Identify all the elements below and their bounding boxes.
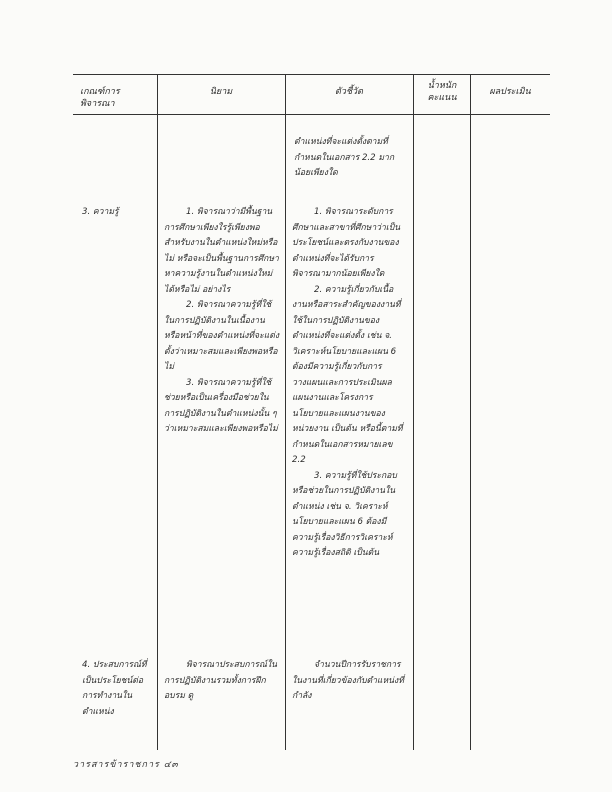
column-divider-2 <box>285 74 286 750</box>
table-top-rule <box>73 74 550 75</box>
row2-criteria: 4. ประสบการณ์ที่เป็นประโยชน์ต่อการทำงานในตำแหน่ง <box>82 660 147 717</box>
row1-definition <box>164 205 280 438</box>
row1-indicator-item-3: 3. ความรู้ที่ใช้ประกอบ หรือช่วยในการปฏิบัติงานในตำแหน่ง เช่น จ. วิเคราะห์นโยบายและแผน 6 ต้องมีความรู้เรื่องวิธีการวิเคราะห์ ความรู้เรื่องสถิติ เป็นต้น <box>292 470 397 558</box>
header-definition: นิยาม <box>209 87 233 97</box>
header-weight: น้ำหนักคะแนน <box>427 81 457 103</box>
row1-definition-item-2: 2. พิจารณาความรู้ที่ใช้ในการปฏิบัติงานในเนื้องานหรือหน้าที่ของตำแหน่งที่จะแต่งตั้งว่าเหมาะสมและเพียงพอหรือไม่ <box>164 300 280 372</box>
row2-definition-item-1: พิจารณาประสบการณ์ในการปฏิบัติงานรวมทั้งการฝึกอบรม ดู <box>164 660 278 701</box>
row1-indicator-item-1: 1. พิจารณาระดับการศึกษาและสาขาที่ศึกษาว่าเป็นประโยชน์และตรงกับงานของตำแหน่งที่จะได้รับการพิจารณามากน้อยเพียงใด <box>292 207 401 279</box>
row1-definition-item-1: 1. พิจารณาว่ามีพื้นฐานการศึกษาเพียงใรรู้เพียงพอสำหรับงานในตำแหน่งใหม่หรือไม่ หรือจะเป็นพื้นฐานการศึกษาหาความรู้งานในตำแหน่งใหม่ได้หรือไม่ อย่างไร <box>164 207 279 295</box>
column-divider-1 <box>157 74 158 750</box>
row1-indicator-item-2: 2. ความรู้เกี่ยวกับเนื้องานหรือสาระสำคัญของงานที่ใช้ในการปฏิบัติงานของตำแหน่งที่จะแต่งตั้ง เช่น จ. วิเคราะห์นโยบายและแผน 6 ต้องมีความรู้เกี่ยวกับการวางแผนและการประเมินผลแผนงานและโครงการ นโยบายและแผนงานของหน่วยงาน เป็นต้น หรือนี้ตามที่กำหนดในเอกสารหมายเลข 2.2 <box>292 284 403 465</box>
column-divider-4 <box>470 74 471 750</box>
row2-indicator-item-1: จำนวนปีการรับราชการในงานที่เกี่ยวข้องกับตำแหน่งที่กำลัง <box>292 660 404 701</box>
header-indicator: ตัวชี้วัด <box>335 87 363 97</box>
table-header-rule <box>73 114 550 115</box>
row0-indicator-text: ตำแหน่งที่จะแต่งตั้งตามที่กำหนดในเอกสาร 2.2 มากน้อยเพียงใด <box>294 137 395 178</box>
row2-definition <box>164 658 280 705</box>
page-footer: วารสารข้าราชการ ๔๓ <box>73 760 179 770</box>
column-divider-3 <box>413 74 414 750</box>
row0-indicator <box>294 135 404 182</box>
row1-definition-item-3: 3. พิจารณาความรู้ที่ใช้ช่วยหรือเป็นเครื่องมือช่วยในการปฏิบัติงานในตำแหน่งนั้น ๆ ว่าเหมาะสมและเพียงพอหรือไม่ <box>164 377 278 434</box>
row2-indicator <box>292 658 406 705</box>
header-result: ผลประเมิน <box>489 87 531 97</box>
header-criteria: เกณฑ์การพิจารณา <box>80 87 120 109</box>
row1-criteria: 3. ความรู้ <box>82 207 119 217</box>
row1-indicator <box>292 205 406 562</box>
